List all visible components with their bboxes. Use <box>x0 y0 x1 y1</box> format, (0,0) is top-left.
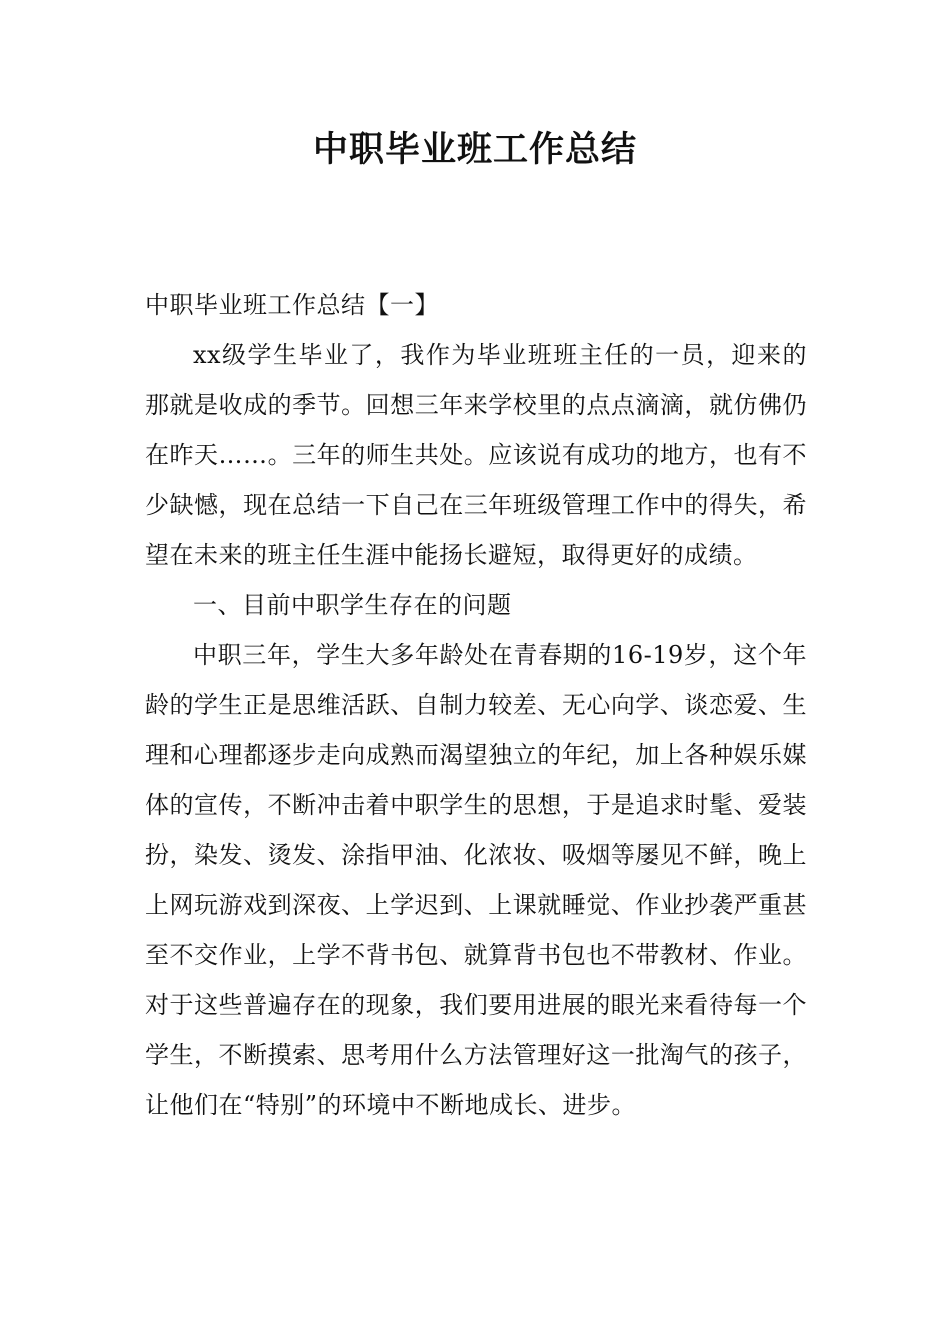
section-heading: 中职毕业班工作总结【一】 <box>145 291 439 319</box>
paragraph-problems: 中职三年，学生大多年龄处在青春期的16-19岁，这个年龄的学生正是思维活跃、自制力较差、无心向学、谈恋爱、生理和心理都逐步走向成熟而渴望独立的年纪，加上各种娱乐媒体的宣传，不断冲击着中职学生的思想，于是追求时髦、爱装扮，染发、烫发、涂指甲油、化浓妆、吸烟等屡见不鲜，晚上上网玩游戏到深夜、上学迟到、上课就睡觉、作业抄袭严重甚至不交作业，上学不背书包、就算背书包也不带教材、作业。对于这些普遍存在的现象，我们要用进展的眼光来看待每一个学生，不断摸索、思考用什么方法管理好这一批淘气的孩子，让他们在“特别”的环境中不断地成长、进步。 <box>145 641 807 1119</box>
document-body <box>145 280 807 1130</box>
paragraph-intro: xx级学生毕业了，我作为毕业班班主任的一员，迎来的那就是收成的季节。回想三年来学校里的点点滴滴，就仿佛仍在昨天……。三年的师生共处。应该说有成功的地方，也有不少缺憾，现在总结一下自己在三年班级管理工作中的得失，希望在未来的班主任生涯中能扬长避短，取得更好的成绩。 <box>145 341 807 569</box>
document-title: 中职毕业班工作总结 <box>312 130 637 170</box>
subheading-problems: 一、目前中职学生存在的问题 <box>193 591 512 619</box>
